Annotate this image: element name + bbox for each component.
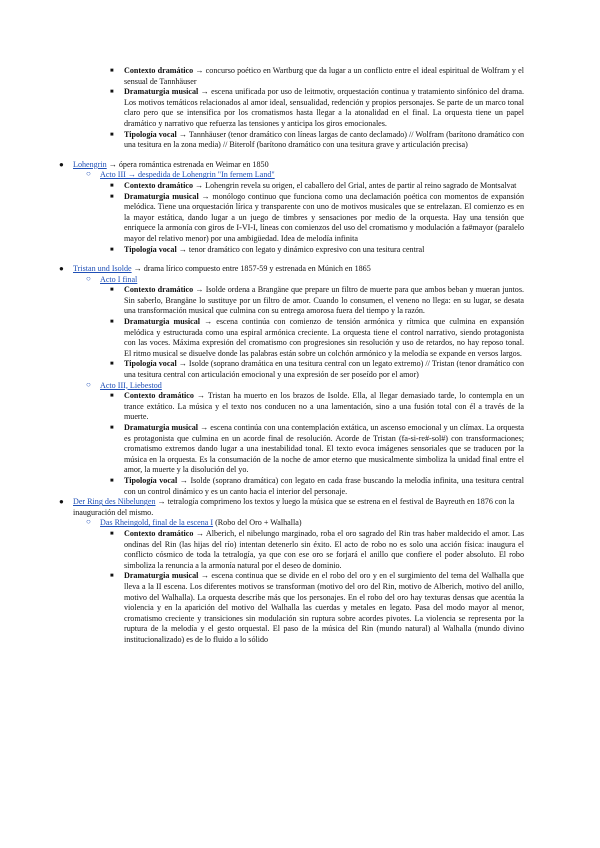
square-bullet-icon: ■	[110, 530, 114, 537]
tannhauser-items	[0, 0, 600, 151]
opera-description: → ópera romántica estrenada en Weimar en 1850	[106, 159, 269, 169]
act-entry	[0, 381, 600, 392]
item-label: Dramaturgia musical	[124, 423, 199, 432]
item-label: Tipología vocal	[124, 244, 177, 254]
item-label: Contexto dramático	[124, 285, 194, 295]
item-label: Dramaturgia musical	[124, 191, 199, 201]
square-bullet-icon: ■	[110, 477, 114, 484]
circle-bullet-icon: ○	[86, 273, 91, 283]
act-subtitle: (Robo del Oro + Walhalla)	[213, 518, 302, 528]
act-entry	[0, 275, 600, 286]
list-item	[0, 391, 600, 423]
tristan-act1-items	[0, 285, 600, 380]
act-link[interactable]: Das Rheingold, final de la escena I	[100, 518, 214, 528]
opera-entry-ring	[0, 497, 600, 518]
item-text: → Isolde (soprano dramática en una tesitura central con un legato extremo) // Tristan (tenor dramático con una tesitura central con articulación emocional y una expresión de ser poseído por el amor)	[124, 359, 525, 380]
item-text: → escena continúa con comienzo de tensión armónica y rítmica que culmina en expansión melódica y estructurada como una espiral armónica creciente. La orquesta tiene el control narrativo, siendo protagonista con las voces. Máxima expresión del cromatismo con progresiones sin resolución y uso de retardos, no hay reposo tonal. El ritmo musical se disuelve donde las palabras están sobre un colchón armónico y la melodía se expande en versos largos.	[124, 317, 524, 358]
item-label: Tipología vocal	[124, 475, 178, 485]
square-bullet-icon: ■	[110, 89, 114, 96]
ring-items	[0, 529, 600, 646]
item-text: → escena unificada por uso de leitmotiv, orquestación continua y tratamiento sinfónico del drama. Los motivos temáticos relacionados al amor ideal, sensualidad, redención y propios personajes. Se parte de un marco tonal claro pero que se intensifica por los cromatismos hasta llegar a la atonalidad en el final. La orquesta tiene un papel dramático y narrativo que refuerza las tensiones y anticipa los giros emocionales.	[124, 87, 524, 128]
item-label: Dramaturgia musical	[124, 87, 199, 97]
item-text: → Tristan ha muerto en los brazos de Isolde. Ella, al llegar demasiado tarde, lo contempla en un trance extático. La música y el texto nos conducen no a una lamentación, sino a una fusión total con él a través de la muerte.	[124, 391, 524, 422]
item-text: → Isolde (soprano dramática) con legato en cada frase buscando la melodía infinita, una tesitura central con un control dinámico y es un canto hacia el interior del personaje.	[124, 475, 524, 496]
act-link[interactable]: Acto III, Liebestod	[100, 380, 162, 390]
circle-bullet-icon: ○	[86, 379, 91, 389]
round-bullet-icon: ●	[59, 264, 64, 274]
item-text: → monólogo continuo que funciona como una declamación poética con momentos de expansión melódica. Tiene una orquestación lírica y transparente con uno de motivos musicales que se entrelazan. El comienzo es en la mayor estática, dando lugar a un juego de timbres y sensaciones por medio de la orquesta. Hay una tensión que enriquece la armonía con giros de I-VI-I, líneas con comienzos del uso del cromatismo y modulación a fa#mayor (paralelo mayor del relativo menor) por una ambigüedad. Idea de melodía infinita	[124, 191, 524, 243]
list-item	[0, 181, 600, 192]
circle-bullet-icon: ○	[86, 169, 91, 179]
item-label: Tipología vocal	[124, 129, 177, 139]
act-entry	[0, 170, 600, 181]
square-bullet-icon: ■	[110, 131, 114, 138]
square-bullet-icon: ■	[110, 246, 114, 253]
item-label: Dramaturgia musical	[124, 317, 201, 327]
round-bullet-icon: ●	[59, 497, 64, 507]
act-link[interactable]: Acto III → despedida de Lohengrin "In fernem Land"	[100, 170, 275, 180]
list-item	[0, 285, 600, 317]
lohengrin-items	[0, 181, 600, 255]
lohengrin-link[interactable]: Lohengrin	[73, 159, 107, 169]
item-label: Tipología vocal	[124, 359, 177, 369]
square-bullet-icon: ■	[110, 361, 114, 368]
item-text: → Isolde ordena a Brangäne que prepare un filtro de muerte para que ambos beban y mueran juntos. Sin saberlo, Brangäne lo sustituye por un filtro de amor. Cuando lo consumen, el veneno no llega: en su lugar, se desata una transformación musical que culmina con su entrega amorosa fuera del tiempo y la razón.	[124, 285, 525, 316]
tristan-link[interactable]: Tristan und Isolde	[73, 264, 132, 274]
item-text: → escena continua que se divide en el robo del oro y en el surgimiento del tema del Walhalla que lleva a la II escena. Los diferentes motivos se transforman (motivo del oro del Rin, motivo de Alberich, motivo del anillo, motivo del Walhalla). La orquesta describe más que los personajes. En el robo del oro hay texturas densas que acentúa la violencia y en la aparición del motivo del Walhalla las cuerdas y metales en legato. Pasa del modo mayor al menor, cromatismo creciente y transiciones sin modulación sin ruptura sobre acordes pivotes. La violencia se representa por la ruptura de la melodía y el gesto orquestal. El paso de la música del Rin (mundo natural) al Walhalla (mundo divino institucionalizado) es de lo fluido a lo sólido	[124, 571, 524, 644]
act-link[interactable]: Acto I final	[100, 274, 138, 284]
square-bullet-icon: ■	[110, 68, 114, 74]
square-bullet-icon: ■	[110, 425, 114, 431]
item-text: → Alberich, el nibelungo marginado, roba el oro sagrado del Rin tras haber maldecido el amor. Las ondinas del Rin (las hijas del río) intentan detenerlo sin éxito. El acto de robo no es solo una acción física: inaugura el conflicto cósmico de toda la tetralogía, ya que con ese oro se forjará el anillo que confiere el poder absoluto. El robo simboliza la renuncia a la armonía natural por el deseo de dominio.	[124, 528, 524, 570]
list-item	[0, 317, 600, 359]
tristan-act3-items	[0, 391, 600, 497]
list-item	[0, 529, 600, 571]
item-text: → concurso poético en Wartburg que da lugar a un conflicto entre el ideal espiritual de Wolfram y el sensual de Tannhäuser	[124, 66, 524, 86]
item-text: → tenor dramático con legato y dinámico expresivo con una tesitura central	[176, 244, 425, 254]
round-bullet-icon: ●	[59, 159, 64, 169]
list-item	[0, 571, 600, 645]
opera-description: → drama lírico compuesto entre 1857-59 y estrenada en Múnich en 1865	[131, 264, 371, 274]
act-entry	[0, 518, 600, 529]
item-label: Contexto dramático	[124, 180, 194, 190]
list-item	[0, 476, 600, 497]
item-text: → escena continúa con una contemplación extática, un ascenso emocional y un clímax. La orquesta es protagonista que culmina en un acorde final de resolución. Acorde de Tristan (fa-si-re#-sol#) con transformaciones; cromatismo extremos dando lugar a una inestabilidad tonal. El texto evoca imágenes sensoriales que se traducen por la música en la orquesta. Es la consumación de la noche de amor eterno que musicalmente simboliza la unidad final entre el amor, la muerte y la disolución del yo.	[124, 423, 524, 475]
square-bullet-icon: ■	[110, 393, 114, 400]
square-bullet-icon: ■	[110, 193, 114, 200]
ring-link[interactable]: Der Ring des Nibelungen	[73, 497, 156, 507]
square-bullet-icon: ■	[110, 182, 114, 189]
square-bullet-icon: ■	[110, 287, 114, 294]
item-label: Contexto dramático	[124, 66, 194, 75]
list-item	[0, 192, 600, 245]
item-label: Contexto dramático	[124, 528, 194, 538]
item-text: → Tannhäuser (tenor dramático con líneas largas de canto declamado) // Wolfram (barítono dramático con una tesitura en la zona media) // Biterolf (barítono dramático con una tesitura grave y articulación precisa)	[124, 129, 524, 150]
list-item	[0, 359, 600, 380]
list-item	[0, 423, 600, 476]
item-label: Dramaturgia musical	[124, 571, 199, 581]
item-label: Contexto dramático	[124, 391, 194, 401]
circle-bullet-icon: ○	[86, 517, 91, 527]
item-text: → Lohengrin revela su origen, el caballero del Grial, antes de partir al reino sagrado de Montsalvat	[193, 180, 517, 190]
opera-description: → tetralogía comprimeno los textos y luego la música que se estrena en el festival de Bayreuth en 1876 con la inauguración del mismo.	[73, 497, 515, 517]
square-bullet-icon: ■	[110, 573, 114, 580]
list-item	[0, 130, 600, 151]
list-item	[0, 66, 600, 87]
list-item	[0, 87, 600, 129]
list-item	[0, 245, 600, 256]
square-bullet-icon: ■	[110, 319, 114, 326]
